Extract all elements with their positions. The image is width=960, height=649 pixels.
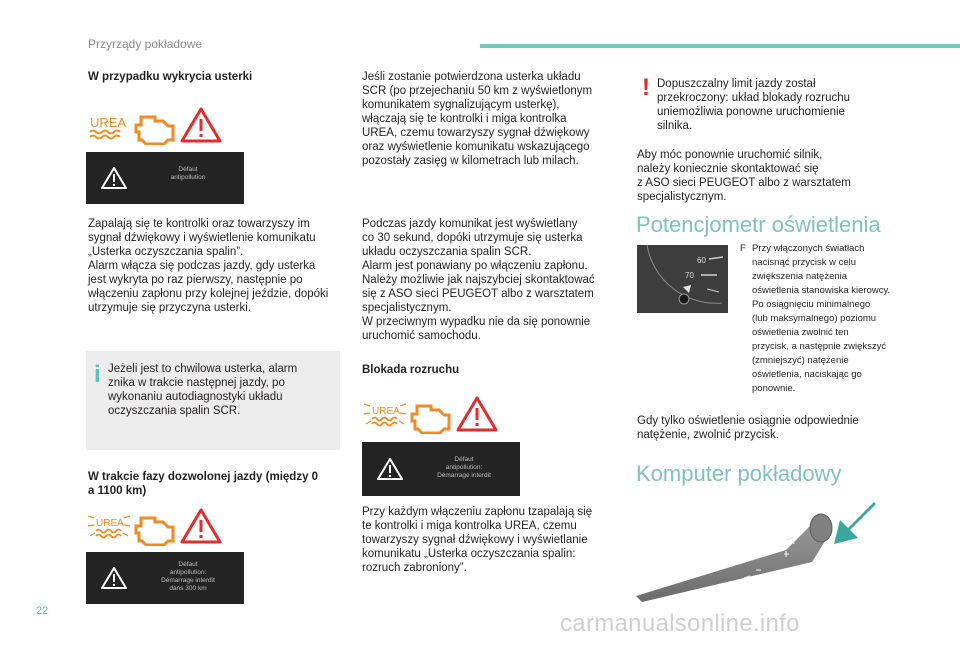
svg-text:70: 70 — [685, 271, 694, 280]
header-accent-bar — [480, 44, 960, 48]
svg-text:UREA: UREA — [372, 406, 400, 417]
display-text: Défaut antipollution: Démarrage interdit — [437, 456, 491, 479]
warning-lamps-row-3 — [362, 394, 512, 434]
svg-text:60: 60 — [697, 256, 706, 265]
engine-icon — [136, 117, 173, 144]
paragraph-each-ignition: Przy każdym włączeniu zapłonu tzapalają się te kontrolki i miga kontrolka UREA, czemu towarzyszy sygnał dźwiękowy i wyświetlanie komunikatu „Usterka oczyszczania spalin: rozruch zabroniony”. — [362, 506, 593, 574]
section-title-lighting-potentiometer: Potencjometr oświetlenia — [636, 212, 881, 237]
warning-triangle-icon — [100, 566, 128, 590]
paragraph-scr-confirmed: Jeśli zostanie potwierdzona usterka układu SCR (po przejechaniu 50 km z wyświetlonym komunikatem sygnalizującym usterkę), włączają się te kontrolki i miga kontrolka UREA, czemu towarzyszy sygnał dźwiękowy oraz wyświetlenie komunikatu wskazującego pozostały zasięg w kilometrach lub milach. — [362, 71, 593, 167]
display-start-prohibited — [362, 442, 520, 496]
wiper-stalk-illustration — [636, 500, 882, 602]
warning-exclamation-icon: ! — [642, 74, 650, 101]
urea-icon — [90, 115, 126, 139]
paragraph-fault-description: Zapalają się te kontrolki oraz towarzyszy im sygnał dźwiękowy i wyświetlenie komunikatu „Usterka oczyszczania spalin”. Alarm włącza się podczas jazdy, gdy usterka jest wykryta po raz pierwszy, następnie po włączeniu zapłonu przy kolejnej jeździe, dopóki utrzymuje się przyczyna usterki. — [88, 218, 329, 314]
warning-triangle-icon — [458, 398, 496, 430]
warning-triangle-icon — [182, 109, 220, 141]
warning-triangle-icon — [376, 457, 404, 481]
paragraph-release-button: Gdy tylko oświetlenie osiągnie odpowiednie natężenie, zwolnić przycisk. — [637, 415, 859, 441]
dimmer-button-icon — [679, 294, 689, 304]
bullet-marker: F — [740, 243, 746, 254]
heading-fault-detected: W przypadku wykrycia usterki — [88, 71, 253, 83]
heading-allowed-driving-phase: W trakcie fazy dozwolonej jazdy (między 0 a 1100 km) — [88, 471, 319, 497]
svg-text:UREA: UREA — [90, 115, 127, 130]
warning-lamps-row-2 — [86, 506, 236, 546]
arrow-pointer-icon — [834, 502, 876, 544]
display-fault-message — [86, 152, 244, 204]
warning-lamps-row-1 — [86, 105, 236, 145]
section-header: Przyrządy pokładowe — [88, 37, 203, 51]
page-number: 22 — [36, 605, 49, 617]
paragraph-restart-engine: Aby móc ponownie uruchomić silnik, należy koniecznie skontaktować się z ASO sieci PEUGEOT albo z warsztatem specjalistycznym. — [637, 149, 851, 203]
warning-notice — [636, 72, 886, 142]
potentiometer-illustration — [637, 245, 728, 313]
warning-triangle-icon — [100, 166, 128, 190]
info-box — [86, 351, 340, 450]
engine-icon — [412, 406, 449, 433]
section-title-trip-computer: Komputer pokładowy — [636, 461, 842, 486]
paragraph-while-driving: Podczas jazdy komunikat jest wyświetlany co 30 sekund, dopóki utrzymuje się usterka układu oczyszczania spalin SCR. Alarm jest ponawiany po włączeniu zapłonu. Należy możliwie jak najszybciej skontaktować się z ASO sieci PEUGEOT albo z warsztatem specjalistycznym. W przeciwnym wypadku nie da się ponownie uruchomić samochodu. — [362, 218, 595, 342]
display-text: Défaut antipollution — [170, 166, 206, 181]
warning-triangle-icon — [182, 510, 220, 542]
heading-start-blocked: Blokada rozruchu — [362, 364, 460, 376]
svg-text:UREA: UREA — [96, 518, 124, 529]
watermark: carmanualsonline.info — [560, 610, 800, 637]
warning-text: Dopuszczalny limit jazdy został przekroczony: układ blokady rozruchu uniemożliwia ponowne uruchomienie silnika. — [657, 78, 851, 132]
display-text: Défaut antipollution: Démarrage interdit dans 300 km — [161, 561, 215, 592]
display-start-prohibited-in — [86, 552, 244, 604]
info-text: Jeżeli jest to chwilowa usterka, alarm znika w trakcie następnej jazdy, po wykonaniu autodiagnostyki układu oczyszczania spalin SCR. — [108, 363, 298, 417]
potentiometer-instructions: Przy włączonych światłach nacisnąć przycisk w celu zwiększenia natężenia oświetlenia stanowiska kierowcy. Po osiągnięciu minimalnego (lub maksymalnego) poziomu oświetlenia zwolnić ten przycisk, a następnie zwiększyć (zmniejszyć) natężenie oświetlenia, naciskając go ponownie. — [752, 243, 891, 394]
engine-icon — [136, 518, 173, 545]
info-icon: i — [94, 361, 101, 388]
